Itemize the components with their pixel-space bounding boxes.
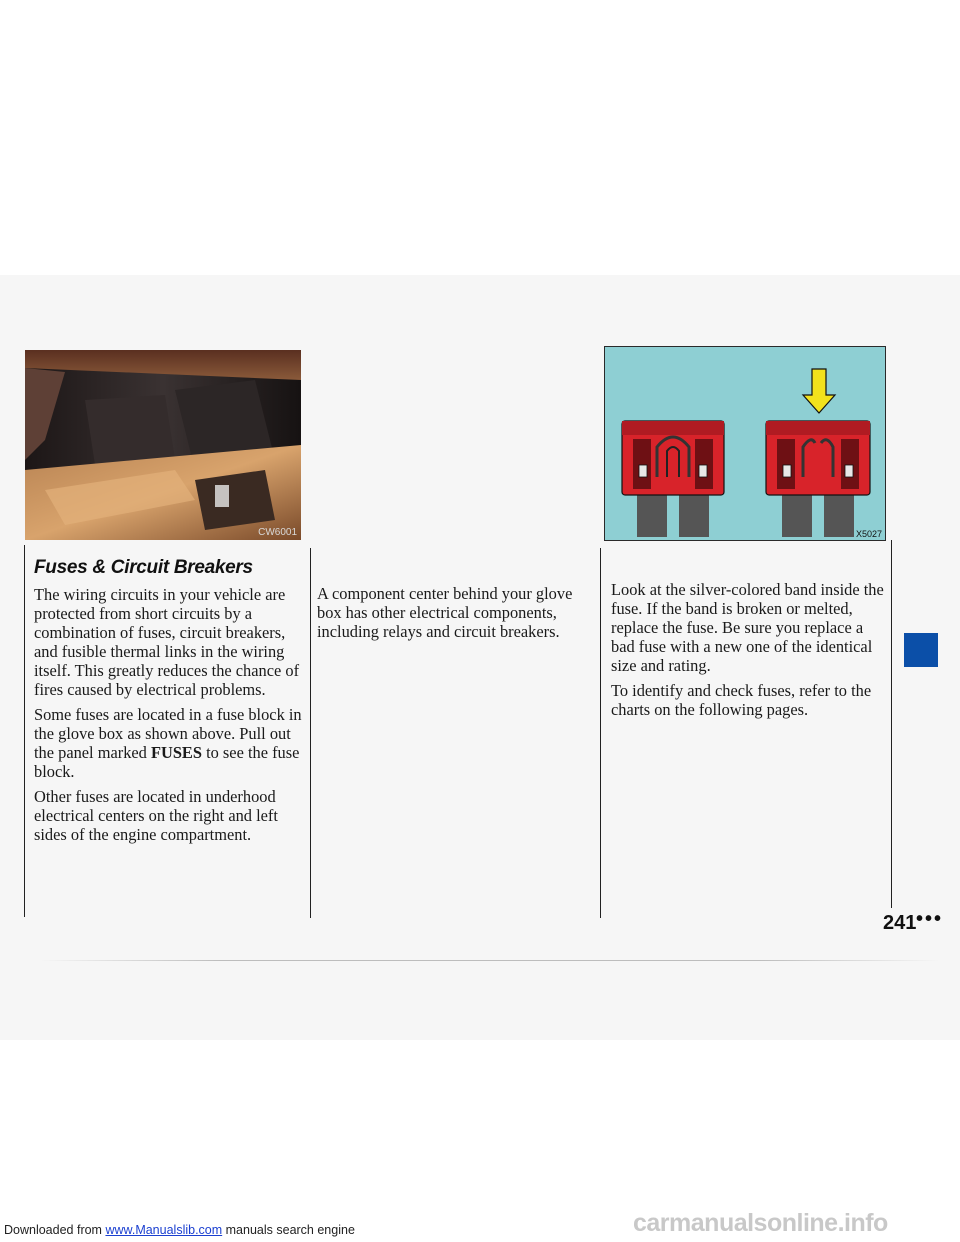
rule-center-right	[600, 548, 601, 918]
column-3	[611, 580, 889, 725]
paragraph: Other fuses are located in underhood electrical centers on the right and left sides of the engine compartment.	[34, 787, 278, 844]
paragraph: Look at the silver-colored band inside the fuse. If the band is broken or melted, replace the fuse. Be sure you replace a bad fuse with a new one of the identical size and rating.	[611, 580, 884, 675]
column-2	[317, 584, 593, 647]
blown-fuse	[766, 421, 870, 537]
section-tab	[904, 633, 938, 667]
section-heading: Fuses & Circuit Breakers	[34, 557, 253, 578]
glovebox-photo-art	[25, 350, 301, 540]
bottom-divider	[40, 960, 940, 961]
fuse-illustration	[604, 346, 886, 541]
footer-prefix: Downloaded from	[4, 1223, 106, 1237]
paragraph	[34, 705, 306, 781]
photo-code: CW6001	[258, 527, 297, 538]
footer-suffix: manuals search engine	[222, 1223, 355, 1237]
paragraph: To identify and check fuses, refer to the charts on the following pages.	[611, 681, 872, 719]
download-footer	[4, 1223, 355, 1237]
rule-left	[24, 545, 25, 917]
good-fuse	[622, 421, 724, 537]
fuse-code: X5027	[855, 529, 882, 539]
arrow-down-icon	[803, 369, 835, 413]
rule-center-left	[310, 548, 311, 918]
fuse-diagram	[605, 347, 885, 540]
paragraph: The wiring circuits in your vehicle are protected from short circuits by a combination of fuses, circuit breakers, and fusible thermal links in the wiring itself. This greatly reduces the chance of fires caused by electrical problems.	[34, 585, 300, 699]
rule-right	[891, 540, 892, 908]
watermark: carmanualsonline.info	[633, 1209, 888, 1237]
text-run: to see the fuse block.	[34, 743, 300, 781]
manualslib-link[interactable]: www.Manualslib.com	[105, 1223, 223, 1237]
paragraph: A component center behind your glove box has other electrical components, including relays and circuit breakers.	[317, 584, 573, 641]
column-1	[34, 585, 306, 850]
text-run: Some fuses are located in a fuse block in the glove box as shown above. Pull out the panel marked	[34, 705, 302, 762]
page-dots: •••	[916, 908, 944, 930]
page-number: 241	[883, 912, 917, 934]
glovebox-photo	[25, 350, 301, 540]
fuses-label: FUSES	[150, 743, 202, 762]
